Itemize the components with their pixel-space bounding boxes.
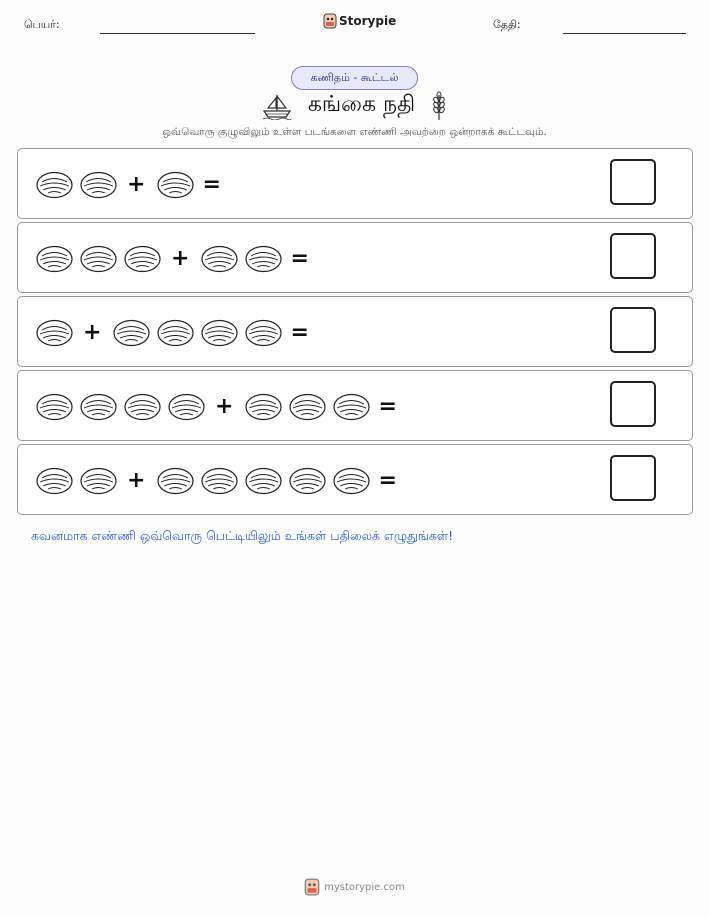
flatbread-icon bbox=[36, 319, 73, 347]
flatbread-icon bbox=[124, 393, 161, 421]
left-group bbox=[36, 171, 117, 199]
instruction-text: ஒவ்வொரு குழுவிலும் உள்ள படங்களை எண்ணி அவற்றை ஒன்றாகக் கூட்டவும். bbox=[162, 126, 547, 138]
date-line[interactable] bbox=[563, 33, 686, 34]
flatbread-icon bbox=[157, 467, 194, 495]
plus-sign: + bbox=[83, 319, 102, 345]
right-group bbox=[245, 393, 370, 421]
right-group bbox=[157, 467, 370, 495]
flatbread-icon bbox=[201, 319, 238, 347]
flatbread-icon bbox=[80, 393, 117, 421]
plus-sign: + bbox=[127, 467, 146, 493]
answer-box[interactable] bbox=[610, 381, 656, 427]
problem-expression bbox=[36, 445, 409, 516]
worksheet-header bbox=[0, 0, 709, 50]
equals-sign: = bbox=[378, 393, 397, 419]
flatbread-icon bbox=[113, 319, 150, 347]
equals-sign: = bbox=[290, 245, 309, 271]
flatbread-icon bbox=[289, 467, 326, 495]
flatbread-icon bbox=[168, 393, 205, 421]
name-label: பெயர்: bbox=[24, 18, 60, 31]
storypie-logo bbox=[323, 13, 396, 29]
problem-expression bbox=[36, 297, 321, 368]
right-group bbox=[157, 171, 194, 199]
flatbread-icon bbox=[201, 467, 238, 495]
storypie-mascot-icon bbox=[304, 878, 320, 896]
left-group bbox=[36, 319, 73, 347]
footer-site: mystorypie.com bbox=[324, 881, 405, 893]
flatbread-icon bbox=[80, 245, 117, 273]
flatbread-icon bbox=[80, 171, 117, 199]
name-line[interactable] bbox=[100, 33, 255, 34]
equals-sign: = bbox=[378, 467, 397, 493]
flatbread-icon bbox=[124, 245, 161, 273]
problem-expression bbox=[36, 223, 321, 294]
problem-row bbox=[17, 296, 693, 367]
problem-row bbox=[17, 148, 693, 219]
answer-box[interactable] bbox=[610, 455, 656, 501]
flatbread-icon bbox=[245, 467, 282, 495]
storypie-mascot-icon bbox=[323, 13, 337, 29]
flatbread-icon bbox=[333, 467, 370, 495]
wheat-icon bbox=[431, 91, 447, 121]
problem-expression bbox=[36, 149, 233, 220]
date-label: தேதி: bbox=[493, 18, 521, 31]
footer-note: கவனமாக எண்ணி ஒவ்வொரு பெட்டியிலும் உங்கள் பதிலைக் எழுதுங்கள்! bbox=[31, 528, 454, 543]
page-title: கங்கை நதி bbox=[307, 92, 416, 117]
plus-sign: + bbox=[171, 245, 190, 271]
page-footer bbox=[0, 878, 709, 896]
right-group bbox=[113, 319, 282, 347]
plus-sign: + bbox=[215, 393, 234, 419]
flatbread-icon bbox=[245, 245, 282, 273]
flatbread-icon bbox=[36, 245, 73, 273]
flatbread-icon bbox=[157, 319, 194, 347]
flatbread-icon bbox=[36, 467, 73, 495]
left-group bbox=[36, 245, 161, 273]
worksheet-title bbox=[0, 88, 709, 124]
answer-box[interactable] bbox=[610, 159, 656, 205]
flatbread-icon bbox=[36, 393, 73, 421]
problem-expression bbox=[36, 371, 409, 442]
problem-row bbox=[17, 444, 693, 515]
boat-icon bbox=[262, 92, 292, 120]
flatbread-icon bbox=[157, 171, 194, 199]
equals-sign: = bbox=[202, 171, 221, 197]
equals-sign: = bbox=[290, 319, 309, 345]
flatbread-icon bbox=[289, 393, 326, 421]
right-group bbox=[201, 245, 282, 273]
answer-box[interactable] bbox=[610, 233, 656, 279]
problem-row bbox=[17, 222, 693, 293]
flatbread-icon bbox=[201, 245, 238, 273]
flatbread-icon bbox=[245, 319, 282, 347]
flatbread-icon bbox=[245, 393, 282, 421]
problem-row bbox=[17, 370, 693, 441]
flatbread-icon bbox=[36, 171, 73, 199]
plus-sign: + bbox=[127, 171, 146, 197]
flatbread-icon bbox=[80, 467, 117, 495]
left-group bbox=[36, 393, 205, 421]
logo-text: Storypie bbox=[339, 14, 397, 28]
topic-pill: கணிதம் - கூட்டல் bbox=[291, 66, 418, 90]
left-group bbox=[36, 467, 117, 495]
flatbread-icon bbox=[333, 393, 370, 421]
answer-box[interactable] bbox=[610, 307, 656, 353]
